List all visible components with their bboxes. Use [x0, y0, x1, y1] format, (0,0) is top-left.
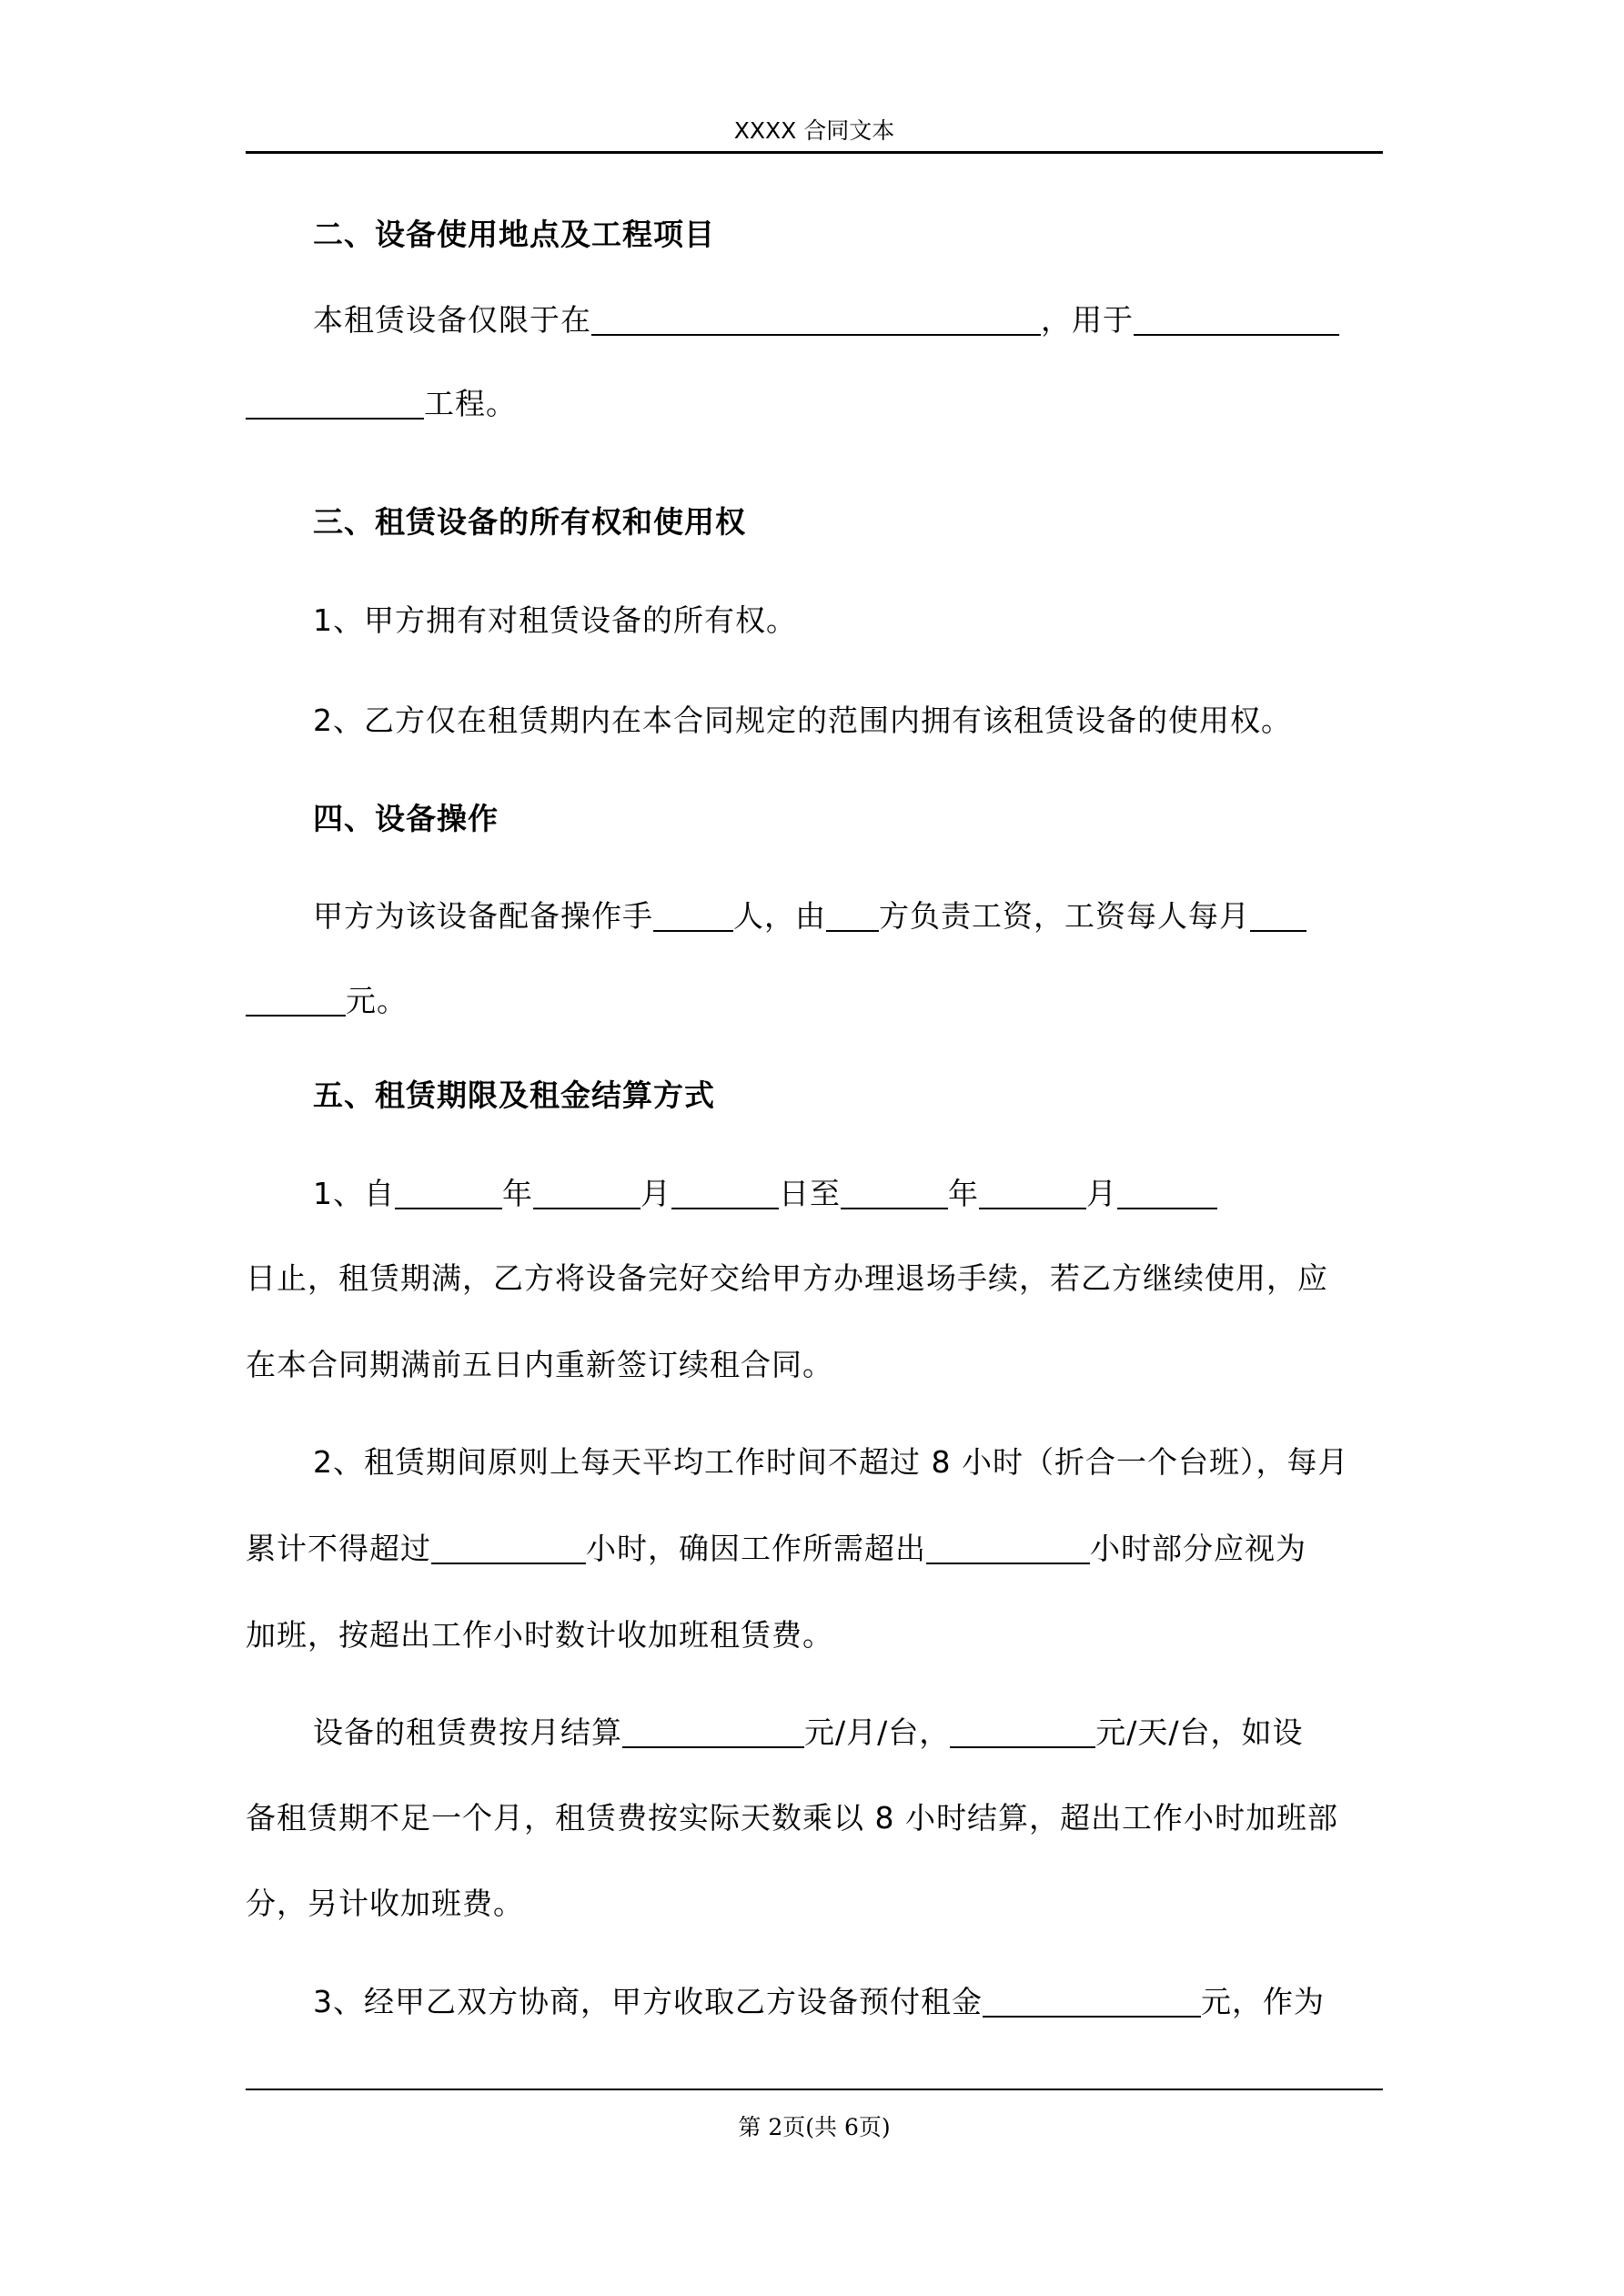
paragraph-lease-period-line2: 日止，租赁期满，乙方将设备完好交给甲方办理退场手续，若乙方继续使用，应 [246, 1260, 1328, 1296]
list-item-ownership-1: 1、甲方拥有对租赁设备的所有权。 [313, 602, 797, 638]
paragraph-working-hours-line2 [246, 1529, 1383, 1569]
text: ，用于 [1041, 302, 1134, 338]
section-heading-ownership: 三、租赁设备的所有权和使用权 [313, 504, 746, 540]
text: 设备的租赁费按月结算 [313, 1714, 622, 1750]
blank-monthly-hour-cap[interactable] [431, 1535, 586, 1564]
text: 工程。 [424, 386, 517, 421]
blank-start-year[interactable] [395, 1180, 502, 1209]
blank-operator-count[interactable] [653, 903, 733, 932]
blank-prepaid-amount[interactable] [983, 1988, 1201, 2018]
text: 月 [1086, 1176, 1117, 1211]
text: 元/天/台，如设 [1095, 1714, 1304, 1750]
header-divider [246, 151, 1383, 154]
blank-monthly-wage-cont[interactable] [246, 987, 346, 1017]
text: 人，由 [733, 898, 826, 934]
paragraph-rental-fee-line2: 备租赁期不足一个月，租赁费按实际天数乘以 8 小时结算，超出工作小时加班部 [246, 1800, 1338, 1836]
paragraph-operation-cont [246, 981, 1383, 1021]
text: 年 [502, 1176, 533, 1211]
text: 累计不得超过 [246, 1531, 431, 1566]
blank-project-field-cont[interactable] [246, 390, 424, 420]
footer-divider [246, 2089, 1383, 2090]
paragraph-usage-location-cont [246, 384, 1383, 424]
section-heading-usage-location: 二、设备使用地点及工程项目 [313, 217, 715, 252]
text: 日至 [779, 1176, 841, 1211]
list-item-ownership-2: 2、乙方仅在租赁期内在本合同规定的范围内拥有该租赁设备的使用权。 [313, 703, 1292, 738]
blank-start-month[interactable] [533, 1180, 641, 1209]
blank-daily-rate[interactable] [950, 1719, 1095, 1748]
blank-responsible-party[interactable] [826, 903, 879, 932]
blank-end-day[interactable] [1117, 1180, 1217, 1209]
text: 小时部分应视为 [1090, 1531, 1306, 1566]
blank-start-day[interactable] [671, 1180, 779, 1209]
text: 3、经甲乙双方协商，甲方收取乙方设备预付租金 [313, 1984, 983, 2019]
text: 小时，确因工作所需超出 [586, 1531, 926, 1566]
text: 1、自 [313, 1176, 395, 1211]
blank-end-month[interactable] [979, 1180, 1086, 1209]
text: 元。 [346, 983, 408, 1018]
paragraph-operation [246, 896, 1450, 936]
paragraph-working-hours: 2、租赁期间原则上每天平均工作时间不超过 8 小时（折合一个台班），每月 [313, 1444, 1349, 1480]
section-heading-lease-term: 五、租赁期限及租金结算方式 [313, 1077, 715, 1113]
section-heading-operation: 四、设备操作 [313, 801, 499, 836]
text: 本租赁设备仅限于在 [313, 302, 591, 338]
page-number: 第 2页(共 6页) [738, 2114, 891, 2140]
paragraph-rental-fee [246, 1713, 1450, 1753]
blank-location-field[interactable] [591, 307, 1041, 336]
blank-monthly-wage[interactable] [1250, 903, 1306, 932]
text: 甲方为该设备配备操作手 [313, 898, 653, 934]
paragraph-lease-period-line3: 在本合同期满前五日内重新签订续租合同。 [246, 1347, 833, 1382]
paragraph-lease-period [246, 1174, 1450, 1214]
paragraph-prepaid-rent [246, 1982, 1450, 2022]
text: 元/月/台， [804, 1714, 951, 1750]
paragraph-usage-location [246, 300, 1450, 340]
blank-project-field[interactable] [1134, 307, 1339, 336]
text: 月 [641, 1176, 671, 1211]
text: 方负责工资，工资每人每月 [879, 898, 1250, 934]
text: 元，作为 [1201, 1984, 1325, 2019]
blank-monthly-rate[interactable] [622, 1719, 804, 1748]
paragraph-working-hours-line3: 加班，按超出工作小时数计收加班租赁费。 [246, 1617, 833, 1653]
blank-end-year[interactable] [841, 1180, 948, 1209]
blank-overtime-threshold[interactable] [926, 1535, 1090, 1564]
page-header-title: XXXX 合同文本 [733, 117, 895, 144]
text: 年 [948, 1176, 979, 1211]
paragraph-rental-fee-line3: 分，另计收加班费。 [246, 1886, 524, 1921]
